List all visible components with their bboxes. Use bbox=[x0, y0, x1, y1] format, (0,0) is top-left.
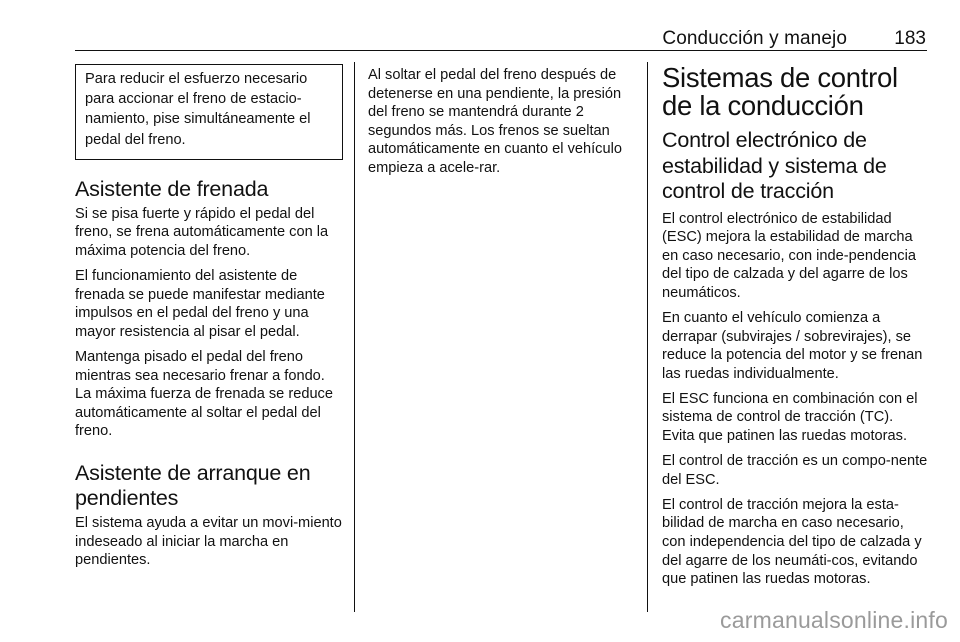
watermark: carmanualsonline.info bbox=[720, 607, 948, 633]
esc-paragraph-3: El ESC funciona en combinación con el sistema de control de tracción (TC). Evita que patinen las ruedas motoras. bbox=[662, 390, 918, 445]
chapter-title: Sistemas de control de la conducción bbox=[662, 62, 898, 121]
esc-paragraph-4: El control de tracción es un compo-nente del ESC. bbox=[662, 453, 928, 488]
column-divider-1 bbox=[354, 62, 355, 612]
hill-start-continued-paragraph: Al soltar el pedal del freno después de detenerse en una pendiente, la presión del freno se mantendrá durante 2 segundos más. Los frenos se sueltan automáticamente en cuanto el vehículo empieza a acele-rar. bbox=[368, 67, 622, 176]
hill-start-paragraph-1: El sistema ayuda a evitar un movi-miento indeseado al iniciar la marcha en pendientes. bbox=[75, 514, 342, 569]
brake-assist-paragraph-1: Si se pisa fuerte y rápido el pedal del freno, se frena automáticamente con la máxima potencia del freno. bbox=[75, 205, 329, 259]
column-divider-2 bbox=[647, 62, 648, 612]
page-number: 183 bbox=[894, 28, 926, 49]
brake-assist-paragraph-2: El funcionamiento del asistente de frenada se puede manifestar mediante impulsos en el pedal del freno y una mayor resistencia al pisar el pedal. bbox=[75, 268, 325, 340]
column-3 bbox=[662, 62, 928, 595]
brake-assist-paragraph-3: Mantenga pisado el pedal del freno mientras sea necesario frenar a fondo. La máxima fuerza de frenada se reduce automáticamente al soltar el pedal del freno. bbox=[75, 348, 333, 440]
column-2 bbox=[368, 62, 636, 184]
esc-paragraph-5: El control de tracción mejora la esta-bilidad de marcha en caso necesario, con independencia del tipo de calzada y del agarre de los neumáti-cos, evitando que patinen las ruedas motoras. bbox=[662, 496, 922, 588]
brake-assist-heading: Asistente de frenada bbox=[75, 176, 269, 201]
column-1 bbox=[75, 62, 343, 576]
esc-section-heading: Control electrónico de estabilidad y sistema de control de tracción bbox=[662, 128, 887, 203]
hill-start-heading: Asistente de arranque en pendientes bbox=[75, 460, 311, 510]
note-text: Para reducir el esfuerzo necesario para accionar el freno de estacio-namiento, pise simultáneamente el pedal del freno. bbox=[85, 71, 311, 148]
header-rule bbox=[75, 50, 927, 51]
header-section-title: Conducción y manejo bbox=[662, 28, 847, 49]
note-box bbox=[75, 64, 343, 160]
esc-paragraph-2: En cuanto el vehículo comienza a derrapar (subvirajes / sobrevirajes), se reduce la potencia del motor y se frenan las ruedas individualmente. bbox=[662, 309, 923, 382]
esc-paragraph-1: El control electrónico de estabilidad (ESC) mejora la estabilidad de marcha en caso necesario, con inde-pendencia del tipo de calzada y del agarre de los neumáticos. bbox=[662, 210, 916, 301]
page-header bbox=[75, 24, 927, 50]
